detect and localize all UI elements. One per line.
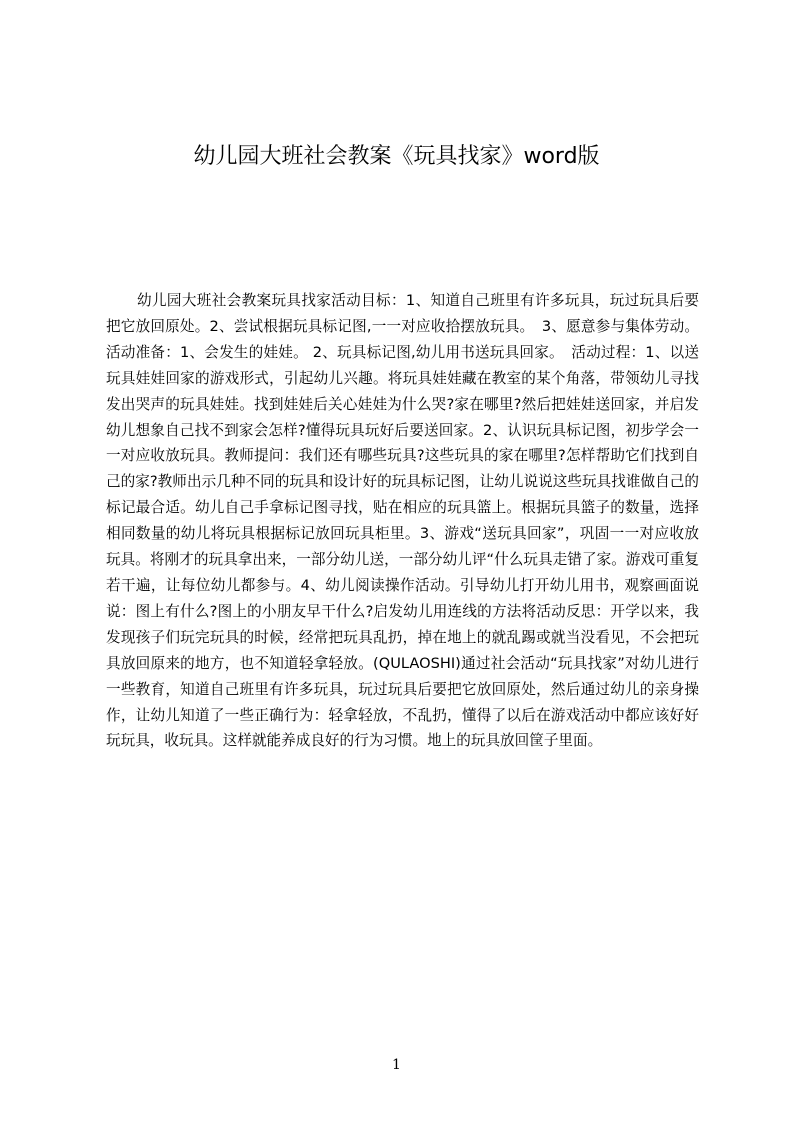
- document-title: 幼儿园大班社会教案《玩具找家》word版: [193, 144, 600, 169]
- document-body: 幼儿园大班社会教案玩具找家活动目标：1、知道自己班里有许多玩具，玩过玩具后要把它放回原处。2、尝试根据玩具标记图,一一对应收拾摆放玩具。 3、愿意参与集体劳动。活动准备：1、会发生的娃娃。 2、玩具标记图,幼儿用书送玩具回家。 活动过程：1、以送玩具娃娃回家的游戏形式，引起幼儿兴趣。将玩具娃娃藏在教室的某个角落，带领幼儿寻找发出哭声的玩具娃娃。找到娃娃后关心娃娃为什么哭?家在哪里?然后把娃娃送回家，并启发幼儿想象自己找不到家会怎样?懂得玩具玩好后要送回家。2、认识玩具标记图，初步学会一一对应收放玩具。教师提问：我们还有哪些玩具?这些玩具的家在哪里?怎样帮助它们找到自己的家?教师出示几种不同的玩具和设计好的玩具标记图，让幼儿说说这些玩具找谁做自己的标记最合适。幼儿自己手拿标记图寻找，贴在相应的玩具篮上。根据玩具篮子的数量，选择相同数量的幼儿将玩具根据标记放回玩具柜里。3、游戏“送玩具回家”，巩固一一对应收放玩具。将刚才的玩具拿出来，一部分幼儿送，一部分幼儿评“什么玩具走错了家。游戏可重复若干遍，让每位幼儿都参与。4、幼儿阅读操作活动。引导幼儿打开幼儿用书，观察画面说说：图上有什么?图上的小朋友早干什么?启发幼儿用连线的方法将活动反思：开学以来，我发现孩子们玩完玩具的时候，经常把玩具乱扔，掉在地上的就乱踢或就当没看见，不会把玩具放回原来的地方，也不知道轻拿轻放。(QULAOSHI)通过社会活动“玩具找家”对幼儿进行一些教育，知道自己班里有许多玩具，玩过玩具后要把它放回原处，然后通过幼儿的亲身操作，让幼儿知道了一些正确行为：轻拿轻放，不乱扔，懂得了以后在游戏活动中都应该好好玩玩具，收玩具。这样就能养成良好的行为习惯。地上的玩具放回筐子里面。: [106, 292, 699, 750]
- page-number: 1: [392, 1057, 401, 1073]
